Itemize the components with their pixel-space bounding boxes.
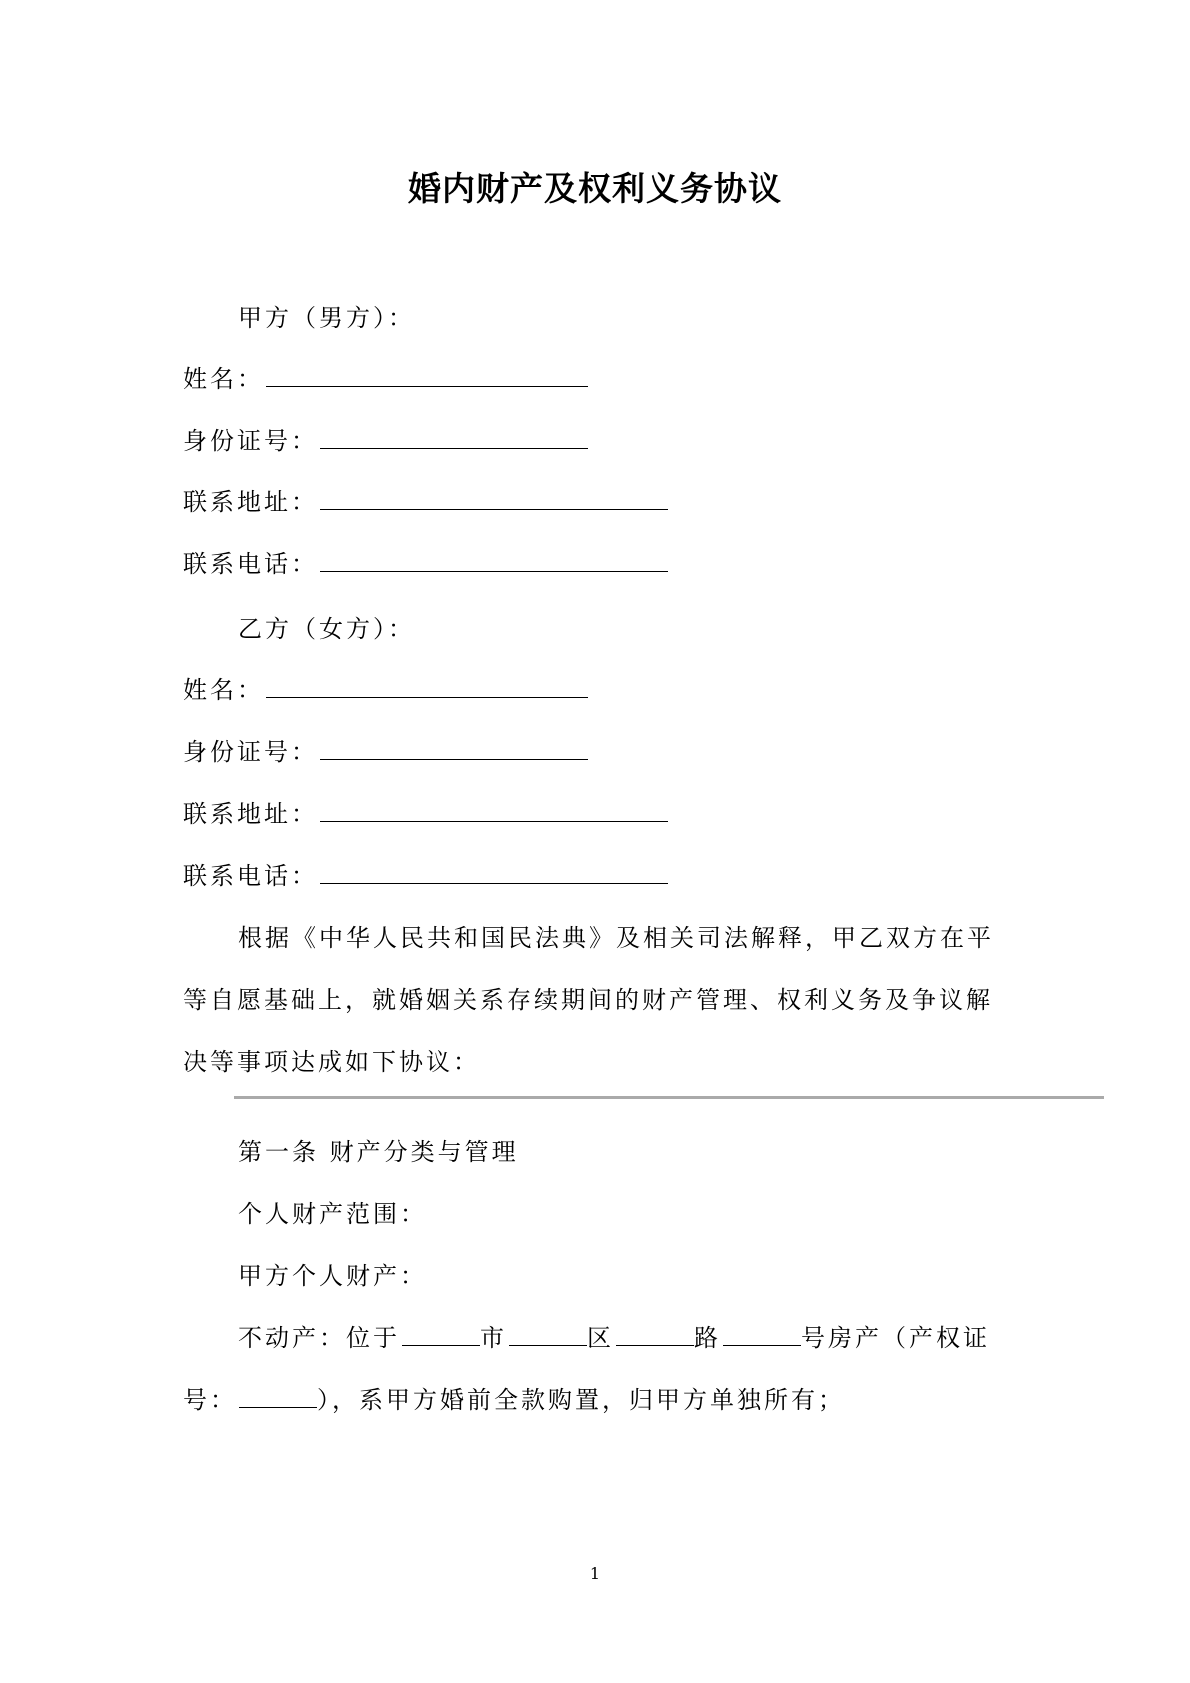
city-field[interactable] bbox=[402, 1323, 480, 1346]
house-number-field[interactable] bbox=[723, 1323, 801, 1346]
party-b-phone-row bbox=[183, 861, 668, 891]
party-a-phone-field[interactable] bbox=[320, 549, 668, 572]
preamble-line-2: 等自愿基础上，就婚姻关系存续期间的财产管理、权利义务及争议解 bbox=[183, 986, 993, 1014]
party-a-name-field[interactable] bbox=[266, 364, 588, 387]
article-1-heading: 第一条 财产分类与管理 bbox=[238, 1138, 519, 1166]
party-a-property-heading: 甲方个人财产： bbox=[238, 1262, 427, 1290]
party-b-heading: 乙方（女方）： bbox=[238, 615, 415, 643]
party-b-name-field[interactable] bbox=[266, 675, 588, 698]
party-b-name-label: 姓名： bbox=[183, 676, 264, 704]
party-a-id-field[interactable] bbox=[320, 426, 588, 449]
party-b-address-field[interactable] bbox=[320, 799, 668, 822]
party-a-id-label: 身份证号： bbox=[183, 427, 318, 455]
page-number: 1 bbox=[589, 1564, 601, 1583]
party-b-phone-field[interactable] bbox=[320, 861, 668, 884]
party-a-name-row bbox=[183, 364, 588, 394]
certificate-label: 号： bbox=[183, 1386, 237, 1414]
party-b-id-row bbox=[183, 737, 588, 767]
party-a-address-field[interactable] bbox=[320, 487, 668, 510]
party-b-name-row bbox=[183, 675, 588, 705]
party-a-name-label: 姓名： bbox=[183, 365, 264, 393]
district-label: 区 bbox=[587, 1324, 614, 1352]
party-b-id-label: 身份证号： bbox=[183, 738, 318, 766]
party-b-id-field[interactable] bbox=[320, 737, 588, 760]
party-b-address-label: 联系地址： bbox=[183, 800, 318, 828]
real-estate-suffix: 号房产（产权证 bbox=[801, 1324, 990, 1352]
real-estate-prefix: 不动产：位于 bbox=[238, 1324, 400, 1352]
section-divider bbox=[234, 1096, 1104, 1099]
preamble-line-3: 决等事项达成如下协议： bbox=[183, 1048, 480, 1076]
road-label: 路 bbox=[694, 1324, 721, 1352]
real-estate-line-1 bbox=[238, 1323, 990, 1353]
party-a-id-row bbox=[183, 426, 588, 456]
real-estate-ownership-text: ），系甲方婚前全款购置，归甲方单独所有； bbox=[317, 1386, 845, 1414]
party-a-address-row bbox=[183, 487, 668, 517]
preamble-line-1: 根据《中华人民共和国民法典》及相关司法解释，甲乙双方在平 bbox=[238, 924, 994, 952]
party-b-address-row bbox=[183, 799, 668, 829]
party-a-heading: 甲方（男方）： bbox=[238, 304, 415, 332]
district-field[interactable] bbox=[509, 1323, 587, 1346]
document-title: 婚内财产及权利义务协议 bbox=[408, 169, 782, 208]
real-estate-line-2 bbox=[183, 1385, 845, 1415]
city-label: 市 bbox=[480, 1324, 507, 1352]
road-field[interactable] bbox=[616, 1323, 694, 1346]
party-a-phone-label: 联系电话： bbox=[183, 550, 318, 578]
party-a-phone-row bbox=[183, 549, 668, 579]
personal-property-scope: 个人财产范围： bbox=[238, 1200, 427, 1228]
party-a-address-label: 联系地址： bbox=[183, 488, 318, 516]
party-b-phone-label: 联系电话： bbox=[183, 862, 318, 890]
certificate-number-field[interactable] bbox=[239, 1385, 317, 1408]
